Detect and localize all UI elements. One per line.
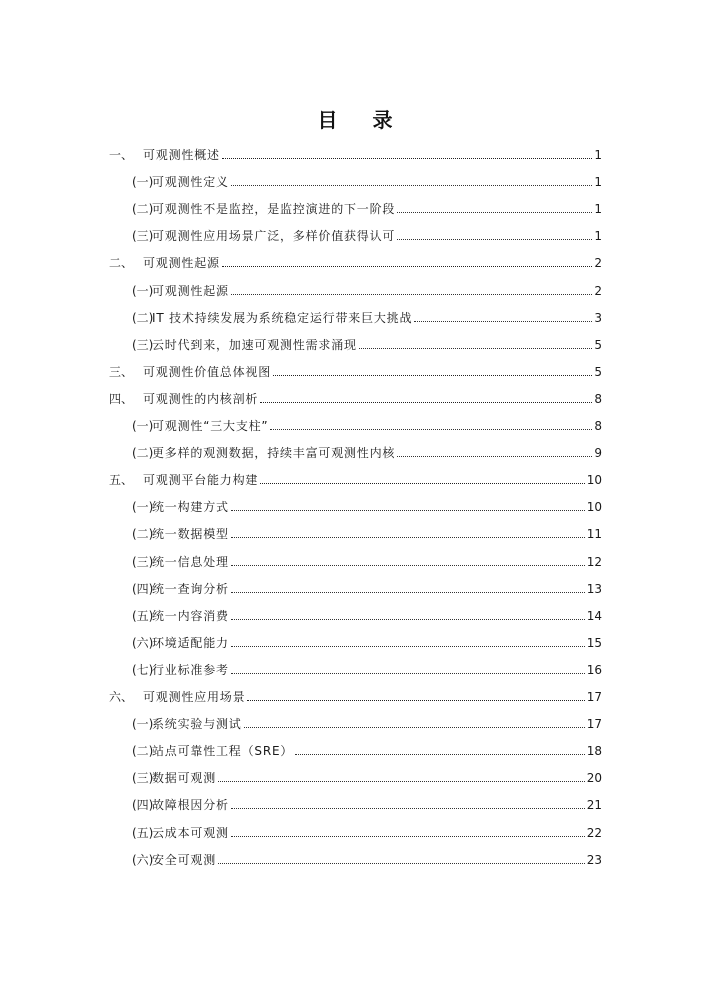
toc-entry-title: 可观测性不是监控，是监控演进的下一阶段 bbox=[152, 202, 396, 217]
dot-leader bbox=[231, 509, 585, 511]
toc-entry-page-number: 16 bbox=[586, 662, 602, 677]
toc-entry[interactable] bbox=[132, 793, 602, 813]
dot-leader bbox=[244, 726, 585, 728]
toc-entry-title: 可观测性概述 bbox=[143, 148, 220, 162]
toc-entry-title: 可观测性定义 bbox=[152, 175, 229, 190]
toc-entry-number: (二) bbox=[132, 202, 154, 217]
toc-entry[interactable] bbox=[132, 550, 602, 570]
toc-entry-number: (二) bbox=[132, 310, 154, 325]
toc-entry-page-number: 8 bbox=[594, 391, 602, 406]
dot-leader bbox=[231, 564, 585, 566]
dot-leader bbox=[414, 320, 592, 322]
toc-entry-number: (五) bbox=[132, 608, 154, 623]
toc-entry-number: (一) bbox=[132, 283, 154, 298]
toc-entry-page-number: 1 bbox=[594, 175, 602, 190]
toc-entry-number: 一、 bbox=[109, 148, 134, 162]
toc-entry-number: 六、 bbox=[109, 690, 134, 704]
dot-leader bbox=[231, 807, 585, 809]
toc-entry-title: 可观测性应用场景广泛，多样价值获得认可 bbox=[152, 229, 396, 244]
toc-entry-page-number: 21 bbox=[586, 798, 602, 813]
toc-entry[interactable] bbox=[132, 333, 602, 353]
dot-leader bbox=[397, 211, 592, 213]
toc-entry-page-number: 18 bbox=[586, 744, 602, 759]
toc-entry-page-number: 8 bbox=[594, 419, 602, 433]
toc-entry-number: 四、 bbox=[109, 391, 134, 406]
dot-leader bbox=[222, 157, 592, 159]
toc-entry-title: 云时代到来，加速可观测性需求涌现 bbox=[152, 337, 357, 352]
dot-leader bbox=[231, 672, 585, 674]
toc-entry-number: (七) bbox=[132, 662, 154, 677]
toc-entry-page-number: 23 bbox=[586, 852, 602, 867]
toc-entry[interactable] bbox=[132, 631, 602, 651]
toc-entry-page-number: 1 bbox=[594, 229, 602, 244]
dot-leader bbox=[218, 862, 585, 864]
toc-entry-title: 可观测性起源 bbox=[143, 256, 220, 271]
toc-entry[interactable] bbox=[132, 170, 602, 190]
toc-entry-page-number: 17 bbox=[586, 690, 602, 704]
toc-entry-page-number: 10 bbox=[586, 473, 602, 488]
toc-entry[interactable] bbox=[132, 495, 602, 515]
toc-entry-title: 可观测性起源 bbox=[152, 283, 229, 298]
toc-entry-number: (六) bbox=[132, 852, 154, 867]
dot-leader bbox=[260, 401, 592, 403]
toc-entry-title: 可观测性的内核剖析 bbox=[143, 391, 259, 406]
toc-entry-title: 统一查询分析 bbox=[152, 581, 229, 596]
page-title: 目 录 bbox=[317, 108, 407, 132]
toc-entry[interactable] bbox=[132, 522, 602, 542]
toc-entry-title: 云成本可观测 bbox=[152, 825, 229, 840]
dot-leader bbox=[231, 293, 592, 295]
toc-entry[interactable] bbox=[132, 279, 602, 299]
toc-entry-page-number: 14 bbox=[586, 608, 602, 623]
toc-entry-title: 安全可观测 bbox=[152, 852, 217, 867]
toc-entry-title: IT 技术持续发展为系统稳定运行带来巨大挑战 bbox=[152, 310, 413, 325]
toc-entry[interactable] bbox=[132, 306, 602, 326]
toc-entry[interactable] bbox=[132, 821, 602, 841]
dot-leader bbox=[247, 699, 584, 701]
toc-entry-number: (四) bbox=[132, 798, 154, 813]
dot-leader bbox=[231, 591, 585, 593]
toc-entry-number: 五、 bbox=[109, 473, 134, 488]
toc-entry-page-number: 5 bbox=[594, 364, 602, 379]
toc-entry[interactable] bbox=[132, 739, 602, 759]
toc-entry[interactable] bbox=[109, 143, 602, 163]
dot-leader bbox=[222, 265, 592, 267]
dot-leader bbox=[231, 536, 585, 538]
toc-entry-page-number: 1 bbox=[594, 148, 602, 162]
toc-entry-number: (一) bbox=[132, 500, 154, 515]
toc-entry-title: 站点可靠性工程（SRE） bbox=[152, 744, 294, 759]
toc-entry-title: 统一信息处理 bbox=[152, 554, 229, 569]
toc-entry-page-number: 12 bbox=[586, 554, 602, 569]
toc-entry-number: (二) bbox=[132, 744, 154, 759]
toc-entry-number: (三) bbox=[132, 771, 154, 786]
dot-leader bbox=[270, 428, 592, 430]
dot-leader bbox=[218, 780, 585, 782]
dot-leader bbox=[397, 238, 592, 240]
toc-entry-page-number: 22 bbox=[586, 825, 602, 840]
dot-leader bbox=[231, 645, 585, 647]
toc-entry[interactable] bbox=[132, 604, 602, 624]
toc-entry-title: 故障根因分析 bbox=[152, 798, 229, 813]
toc-entry-number: (三) bbox=[132, 554, 154, 569]
toc-entry-page-number: 11 bbox=[586, 527, 602, 542]
toc-entry-page-number: 2 bbox=[594, 256, 602, 271]
toc-entry[interactable] bbox=[132, 197, 602, 217]
toc-entry-page-number: 17 bbox=[586, 717, 602, 732]
dot-leader bbox=[231, 835, 585, 837]
toc-entry[interactable] bbox=[109, 251, 602, 271]
toc-entry-page-number: 1 bbox=[594, 202, 602, 217]
toc-entry-title: 可观测性价值总体视图 bbox=[143, 364, 272, 379]
toc-entry-page-number: 10 bbox=[586, 500, 602, 515]
toc-entry[interactable] bbox=[132, 414, 602, 434]
dot-leader bbox=[260, 482, 585, 484]
toc-entry-title: 可观测平台能力构建 bbox=[143, 473, 259, 488]
toc-entry-page-number: 15 bbox=[586, 635, 602, 650]
toc-entry-number: (二) bbox=[132, 527, 154, 542]
toc-entry[interactable] bbox=[132, 712, 602, 732]
toc-entry[interactable] bbox=[109, 387, 602, 407]
toc-entry[interactable] bbox=[132, 577, 602, 597]
toc-entry-title: 更多样的观测数据，持续丰富可观测性内核 bbox=[152, 446, 396, 461]
toc-entry-page-number: 5 bbox=[594, 337, 602, 352]
toc-entry-number: (一) bbox=[132, 419, 154, 433]
toc-entry[interactable] bbox=[109, 360, 602, 380]
toc-entry[interactable] bbox=[132, 658, 602, 678]
toc-entry-number: (一) bbox=[132, 175, 154, 190]
toc-entry-title: 统一内容消费 bbox=[152, 608, 229, 623]
toc-entry-title: 数据可观测 bbox=[152, 771, 217, 786]
toc-entry-page-number: 3 bbox=[594, 310, 602, 325]
toc-entry-title: 统一构建方式 bbox=[152, 500, 229, 515]
toc-entry-number: (三) bbox=[132, 337, 154, 352]
dot-leader bbox=[359, 347, 592, 349]
toc-entry-page-number: 20 bbox=[586, 771, 602, 786]
toc-entry-title: 统一数据模型 bbox=[152, 527, 229, 542]
toc-entry-page-number: 2 bbox=[594, 283, 602, 298]
toc-entry-number: (四) bbox=[132, 581, 154, 596]
toc-entry[interactable] bbox=[132, 766, 602, 786]
toc-entry[interactable] bbox=[132, 441, 602, 461]
toc-entry-page-number: 13 bbox=[586, 581, 602, 596]
toc-entry[interactable] bbox=[109, 468, 602, 488]
toc-entry-title: 行业标准参考 bbox=[152, 662, 229, 677]
toc-entry[interactable] bbox=[109, 685, 602, 705]
toc-entry-title: 可观测性应用场景 bbox=[143, 690, 246, 704]
dot-leader bbox=[295, 753, 585, 755]
dot-leader bbox=[231, 184, 592, 186]
toc-entry[interactable] bbox=[132, 224, 602, 244]
dot-leader bbox=[231, 618, 585, 620]
toc-entry-number: (一) bbox=[132, 717, 154, 732]
toc-entry-number: 三、 bbox=[109, 364, 134, 379]
toc-entry-page-number: 9 bbox=[594, 446, 602, 461]
toc-entry-number: 二、 bbox=[109, 256, 134, 271]
toc-entry-title: 环境适配能力 bbox=[152, 635, 229, 650]
dot-leader bbox=[397, 455, 592, 457]
toc-entry-number: (三) bbox=[132, 229, 154, 244]
toc-entry-number: (二) bbox=[132, 446, 154, 461]
toc-entry-title: 可观测性“三大支柱” bbox=[152, 419, 269, 433]
toc-entry-title: 系统实验与测试 bbox=[152, 717, 242, 732]
toc-entry[interactable] bbox=[132, 848, 602, 868]
dot-leader bbox=[273, 374, 592, 376]
toc-entry-number: (六) bbox=[132, 635, 154, 650]
toc-entry-number: (五) bbox=[132, 825, 154, 840]
